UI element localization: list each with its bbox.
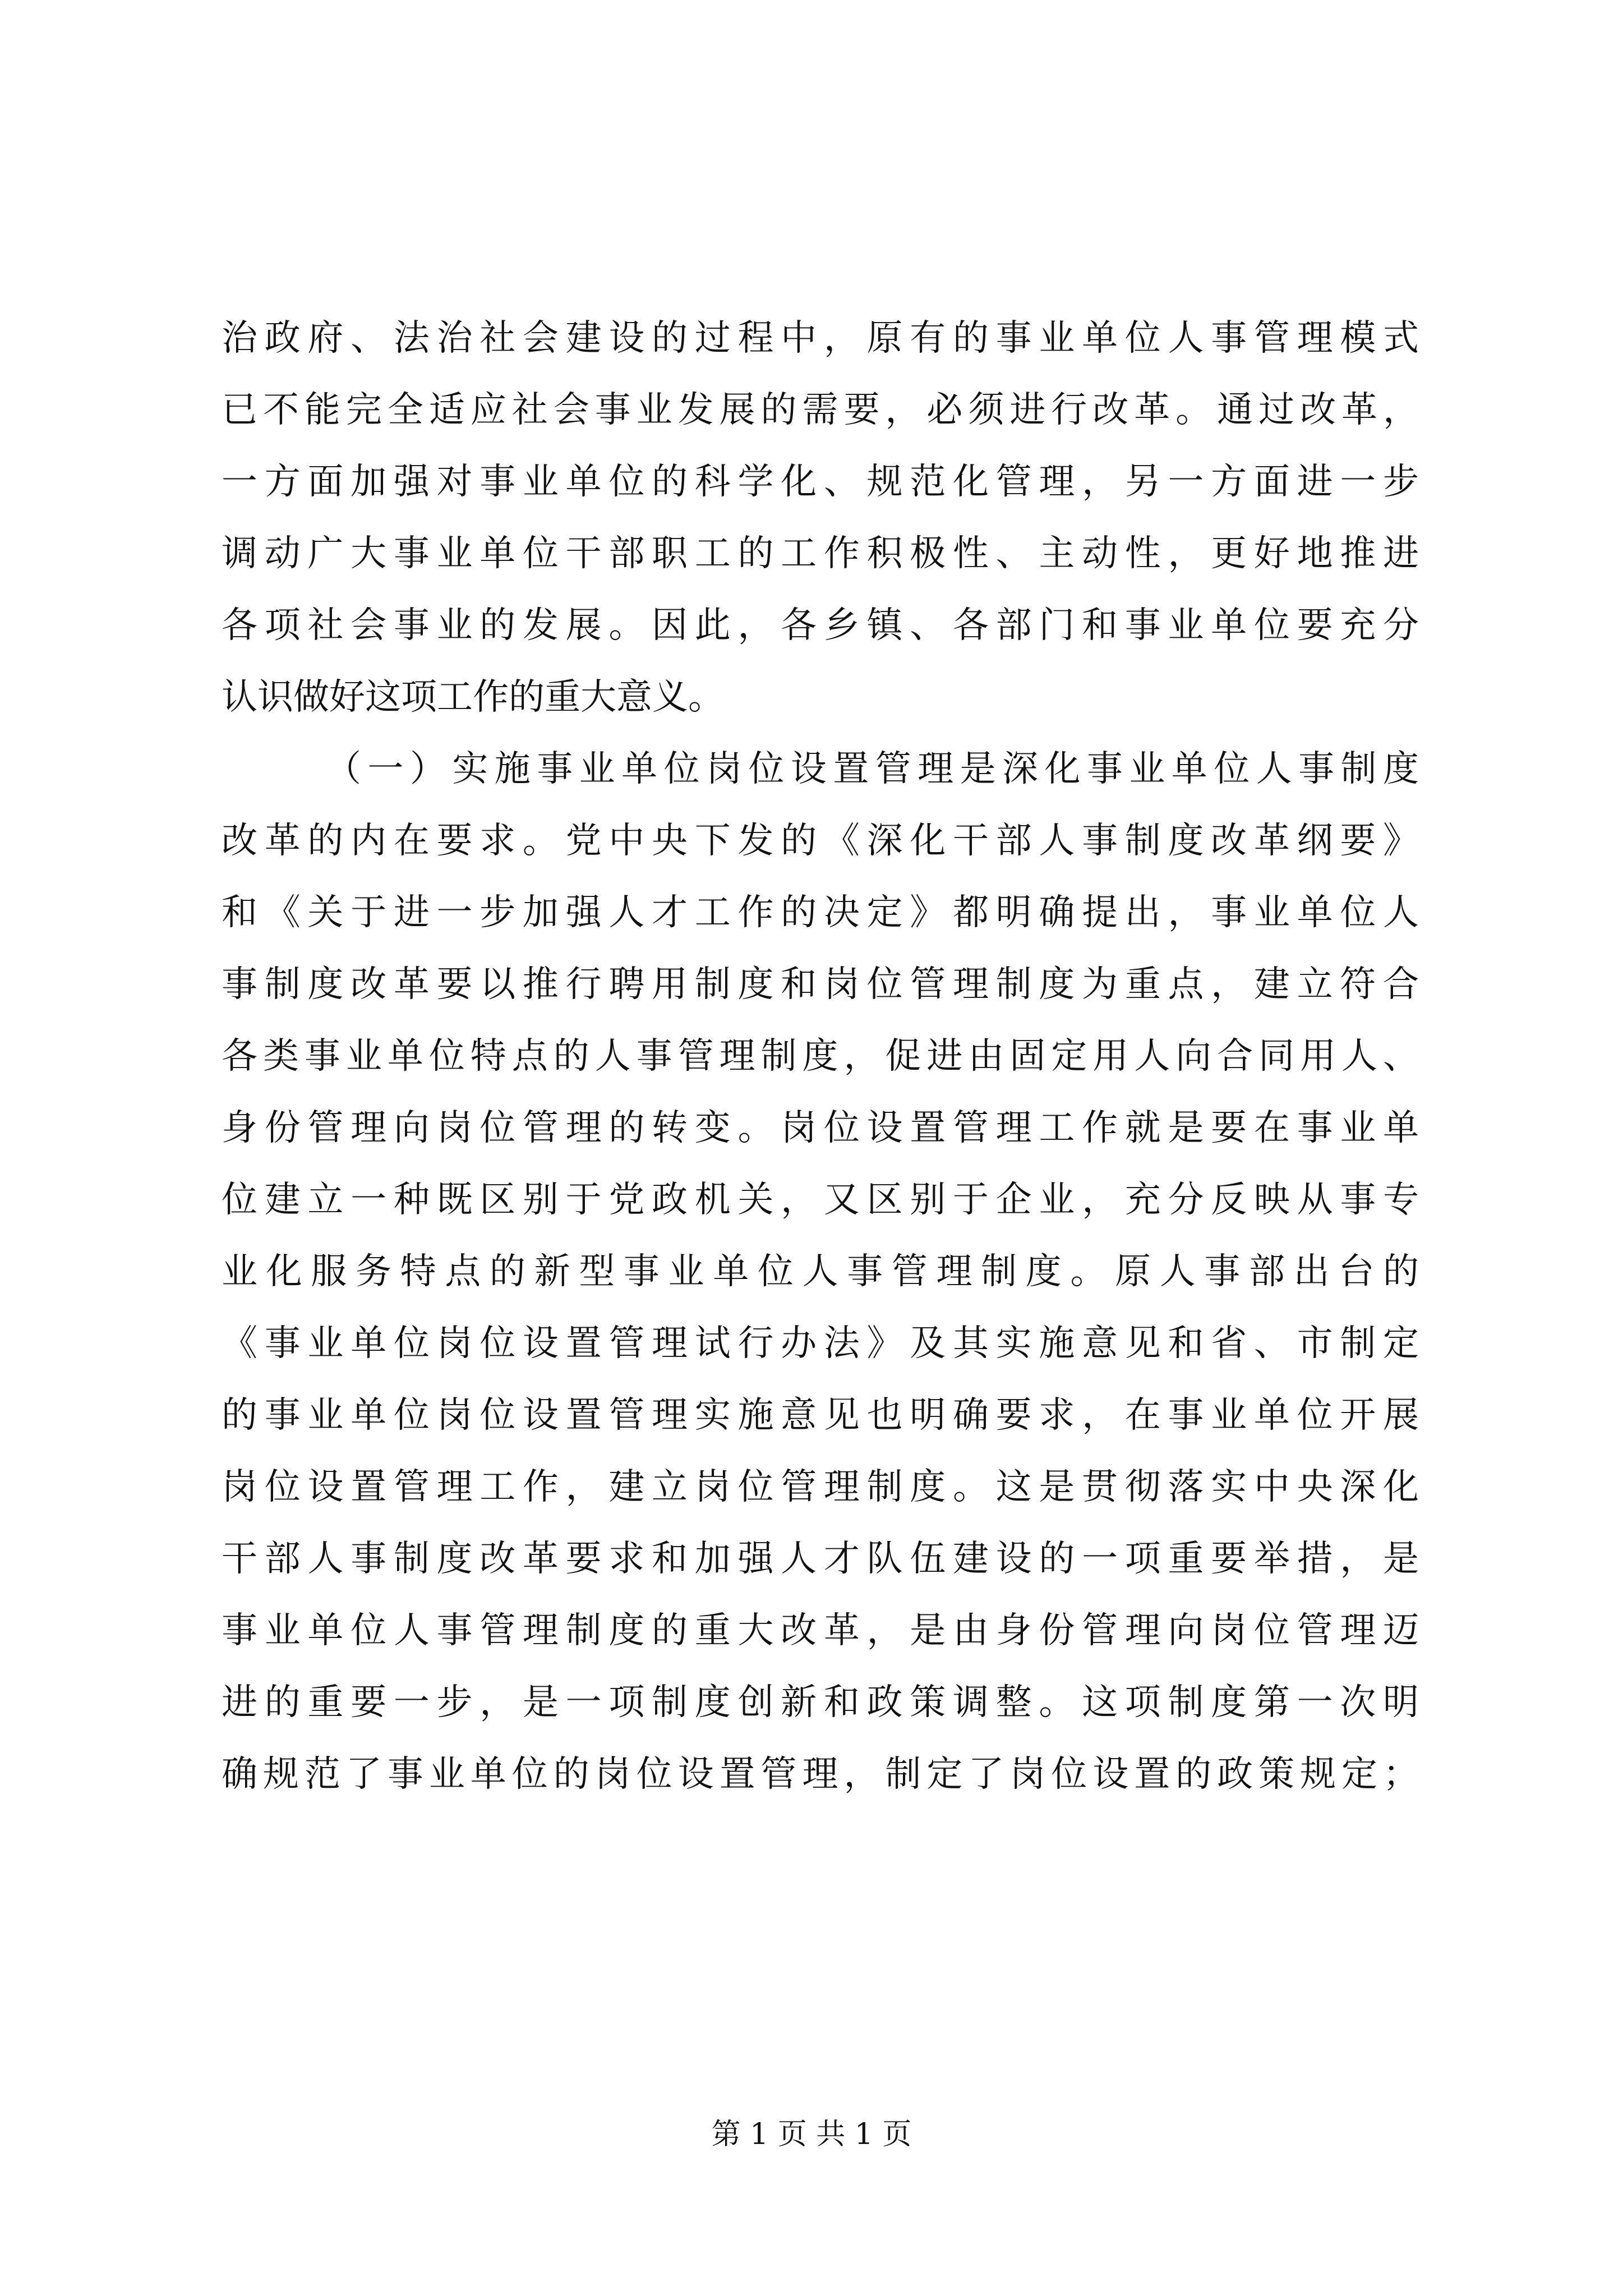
text-line: 一方面加强对事业单位的科学化、规范化管理，另一方面进一步 (222, 461, 1419, 503)
paragraph-1 (222, 302, 1419, 733)
text-line: 岗位设置管理工作，建立岗位管理制度。这是贯彻落实中央深化 (222, 1466, 1419, 1508)
text-line: 事制度改革要以推行聘用制度和岗位管理制度为重点，建立符合 (222, 964, 1419, 1005)
text-line: 的事业单位岗位设置管理实施意见也明确要求，在事业单位开展 (222, 1395, 1419, 1436)
text-line: 改革的内在要求。党中央下发的《深化干部人事制度改革纲要》 (222, 820, 1419, 862)
page-number-label: 第 1 页 共 1 页 (711, 2118, 912, 2151)
text-line: 调动广大事业单位干部职工的工作积极性、主动性，更好地推进 (222, 533, 1419, 574)
document-body (222, 302, 1419, 1810)
text-line: 确规范了事业单位的岗位设置管理，制定了岗位设置的政策规定； (222, 1754, 1419, 1795)
text-line: 身份管理向岗位管理的转变。岗位设置管理工作就是要在事业单 (222, 1107, 1419, 1149)
text-line: 干部人事制度改革要求和加强人才队伍建设的一项重要举措，是 (222, 1538, 1419, 1580)
text-line: 进的重要一步，是一项制度创新和政策调整。这项制度第一次明 (222, 1682, 1419, 1723)
text-line: 各项社会事业的发展。因此，各乡镇、各部门和事业单位要充分 (222, 605, 1419, 646)
paragraph-2 (222, 733, 1419, 1810)
text-line: 位建立一种既区别于党政机关，又区别于企业，充分反映从事专 (222, 1179, 1419, 1221)
text-line: 治政府、法治社会建设的过程中，原有的事业单位人事管理模式 (222, 318, 1419, 359)
text-line: 业化服务特点的新型事业单位人事管理制度。原人事部出台的 (222, 1251, 1419, 1292)
text-line: 《事业单位岗位设置管理试行办法》及其实施意见和省、市制定 (222, 1323, 1419, 1364)
text-line: 认识做好这项工作的重大意义。 (222, 677, 724, 718)
text-line: 事业单位人事管理制度的重大改革，是由身份管理向岗位管理迈 (222, 1610, 1419, 1651)
text-line: 和《关于进一步加强人才工作的决定》都明确提出，事业单位人 (222, 892, 1419, 933)
page-footer (0, 2112, 1623, 2157)
text-line: 各类事业单位特点的人事管理制度，促进由固定用人向合同用人、 (222, 1036, 1419, 1077)
text-line: 已不能完全适应社会事业发展的需要，必须进行改革。通过改革， (222, 389, 1419, 431)
text-line: （一）实施事业单位岗位设置管理是深化事业单位人事制度 (325, 748, 1419, 790)
